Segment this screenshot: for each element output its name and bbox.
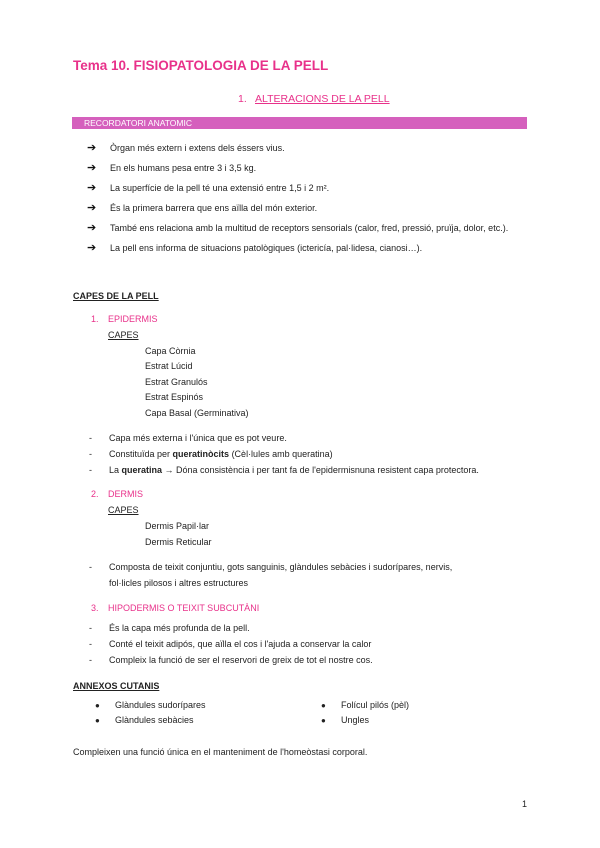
hipodermis-title xyxy=(91,603,259,613)
hipodermis-title-text: HIPODERMIS O TEIXIT SUBCUTÀNI xyxy=(108,603,260,613)
recordatori-band-label: RECORDATORI ANATOMIC xyxy=(84,118,192,128)
hipodermis-note-text: Compleix la funció de ser el reservori de greix de tot el nostre cos. xyxy=(109,655,373,665)
epidermis-title xyxy=(91,314,158,324)
epidermis-note-text: → Dóna consistència i per tant fa de l'epidermisnuna resistent capa protectora. xyxy=(162,465,479,475)
hipodermis-note-text: Conté el teixit adipós, que aïlla el cos i l'ajuda a conservar la calor xyxy=(109,639,372,649)
list-item-text: Òrgan més extern i extens dels éssers vius. xyxy=(110,143,285,153)
annex-item xyxy=(321,715,369,725)
capes-heading: CAPES DE LA PELL xyxy=(73,291,159,301)
annexos-summary: Compleixen una funció única en el manteniment de l'homeòstasi corporal. xyxy=(73,747,368,757)
epidermis-layer: Estrat Granulós xyxy=(145,377,208,387)
epidermis-note-text: Constituïda per xyxy=(109,449,173,459)
epidermis-note: - La queratina → Dóna consistència i per tant fa de l'epidermisnuna resistent capa protectora. xyxy=(89,465,479,475)
arrow-right-icon: ➔ xyxy=(87,162,97,174)
bullet-icon: ● xyxy=(321,701,326,710)
epidermis-number: 1. xyxy=(91,314,99,324)
annex-item-text: Ungles xyxy=(341,715,370,725)
list-item-text: La superfície de la pell té una extensió entre 1,5 i 2 m². xyxy=(110,183,330,193)
arrow-right-icon: ➔ xyxy=(87,242,97,254)
list-item xyxy=(87,241,527,256)
list-item-text: També ens relaciona amb la multitud de receptors sensorials (calor, fred, pressió, pruïja, dolor, etc.). xyxy=(110,223,509,233)
annex-item-text: Glàndules sebàcies xyxy=(115,715,194,725)
annexos-heading: ANNEXOS CUTANIS xyxy=(73,681,160,691)
keratin-term: queratina xyxy=(121,465,163,475)
bullet-icon: ● xyxy=(95,701,100,710)
hipodermis-number: 3. xyxy=(91,603,99,613)
section-number: 1. xyxy=(238,93,247,105)
dermis-layer: Dermis Reticular xyxy=(145,537,212,547)
annex-item xyxy=(95,700,206,710)
recordatori-list xyxy=(87,141,527,256)
dermis-note: - Composta de teixit conjuntiu, gots sanguinis, glàndules sebàcies i sudorípares, nervis, xyxy=(89,562,453,572)
page-title: Tema 10. FISIOPATOLOGIA DE LA PELL xyxy=(73,58,329,73)
dermis-note-continued: fol·licles pilosos i altres estructures xyxy=(109,578,249,588)
epidermis-layer: Capa Basal (Germinativa) xyxy=(145,408,249,418)
dermis-note-text: Composta de teixit conjuntiu, gots sanguinis, glàndules sebàcies i sudorípares, nervis, xyxy=(109,562,453,572)
keratinocytes-term: queratinòcits xyxy=(172,449,230,459)
annex-item xyxy=(95,715,194,725)
epidermis-note-text: Capa més externa i l'única que es pot veure. xyxy=(109,433,287,443)
section-title xyxy=(238,93,390,105)
epidermis-layer: Capa Còrnia xyxy=(145,346,196,356)
section-title-text: ALTERACIONS DE LA PELL xyxy=(255,93,390,105)
dermis-layer: Dermis Papil·lar xyxy=(145,521,210,531)
dermis-title-text: DERMIS xyxy=(108,489,144,499)
epidermis-note-text: La xyxy=(109,465,122,475)
arrow-right-icon: ➔ xyxy=(87,182,97,194)
list-item-text: En els humans pesa entre 3 i 3,5 kg. xyxy=(110,163,257,173)
bullet-icon: ● xyxy=(321,716,326,725)
list-item xyxy=(87,161,527,176)
list-item-text: La pell ens informa de situacions patològiques (ictericía, pal·lidesa, cianosi…). xyxy=(110,243,423,253)
recordatori-band xyxy=(72,117,527,129)
epidermis-layer: Estrat Lúcid xyxy=(145,361,193,371)
dermis-title xyxy=(91,489,143,499)
list-item xyxy=(87,201,527,216)
annex-item-text: Folícul pilós (pèl) xyxy=(341,700,410,710)
dermis-number: 2. xyxy=(91,489,99,499)
epidermis-note: - Capa més externa i l'única que es pot veure. xyxy=(89,433,287,443)
arrow-right-icon: ➔ xyxy=(87,142,97,154)
list-item-text: És la primera barrera que ens aïlla del món exterior. xyxy=(110,203,318,213)
epidermis-note-text: (Cèl·lules amb queratina) xyxy=(229,449,333,459)
epidermis-capes-label: CAPES xyxy=(108,330,139,340)
hipodermis-note: - Conté el teixit adipós, que aïlla el cos i l'ajuda a conservar la calor xyxy=(89,639,372,649)
epidermis-layer: Estrat Espinós xyxy=(145,392,204,402)
list-item xyxy=(87,221,510,236)
annex-item-text: Glàndules sudorípares xyxy=(115,700,206,710)
bullet-icon: ● xyxy=(95,716,100,725)
arrow-right-icon: ➔ xyxy=(87,222,97,234)
epidermis-note: - Constituïda per queratinòcits (Cèl·lules amb queratina) xyxy=(89,449,333,459)
list-item xyxy=(87,141,527,156)
annex-item xyxy=(321,700,409,710)
hipodermis-note: - Compleix la funció de ser el reservori de greix de tot el nostre cos. xyxy=(89,655,373,665)
page-number: 1 xyxy=(522,799,528,809)
hipodermis-note: - És la capa més profunda de la pell. xyxy=(89,623,250,633)
dermis-capes-label: CAPES xyxy=(108,505,139,515)
list-item xyxy=(87,181,527,196)
hipodermis-note-text: És la capa més profunda de la pell. xyxy=(109,623,250,633)
epidermis-title-text: EPIDERMIS xyxy=(108,314,158,324)
arrow-right-icon: ➔ xyxy=(87,202,97,214)
